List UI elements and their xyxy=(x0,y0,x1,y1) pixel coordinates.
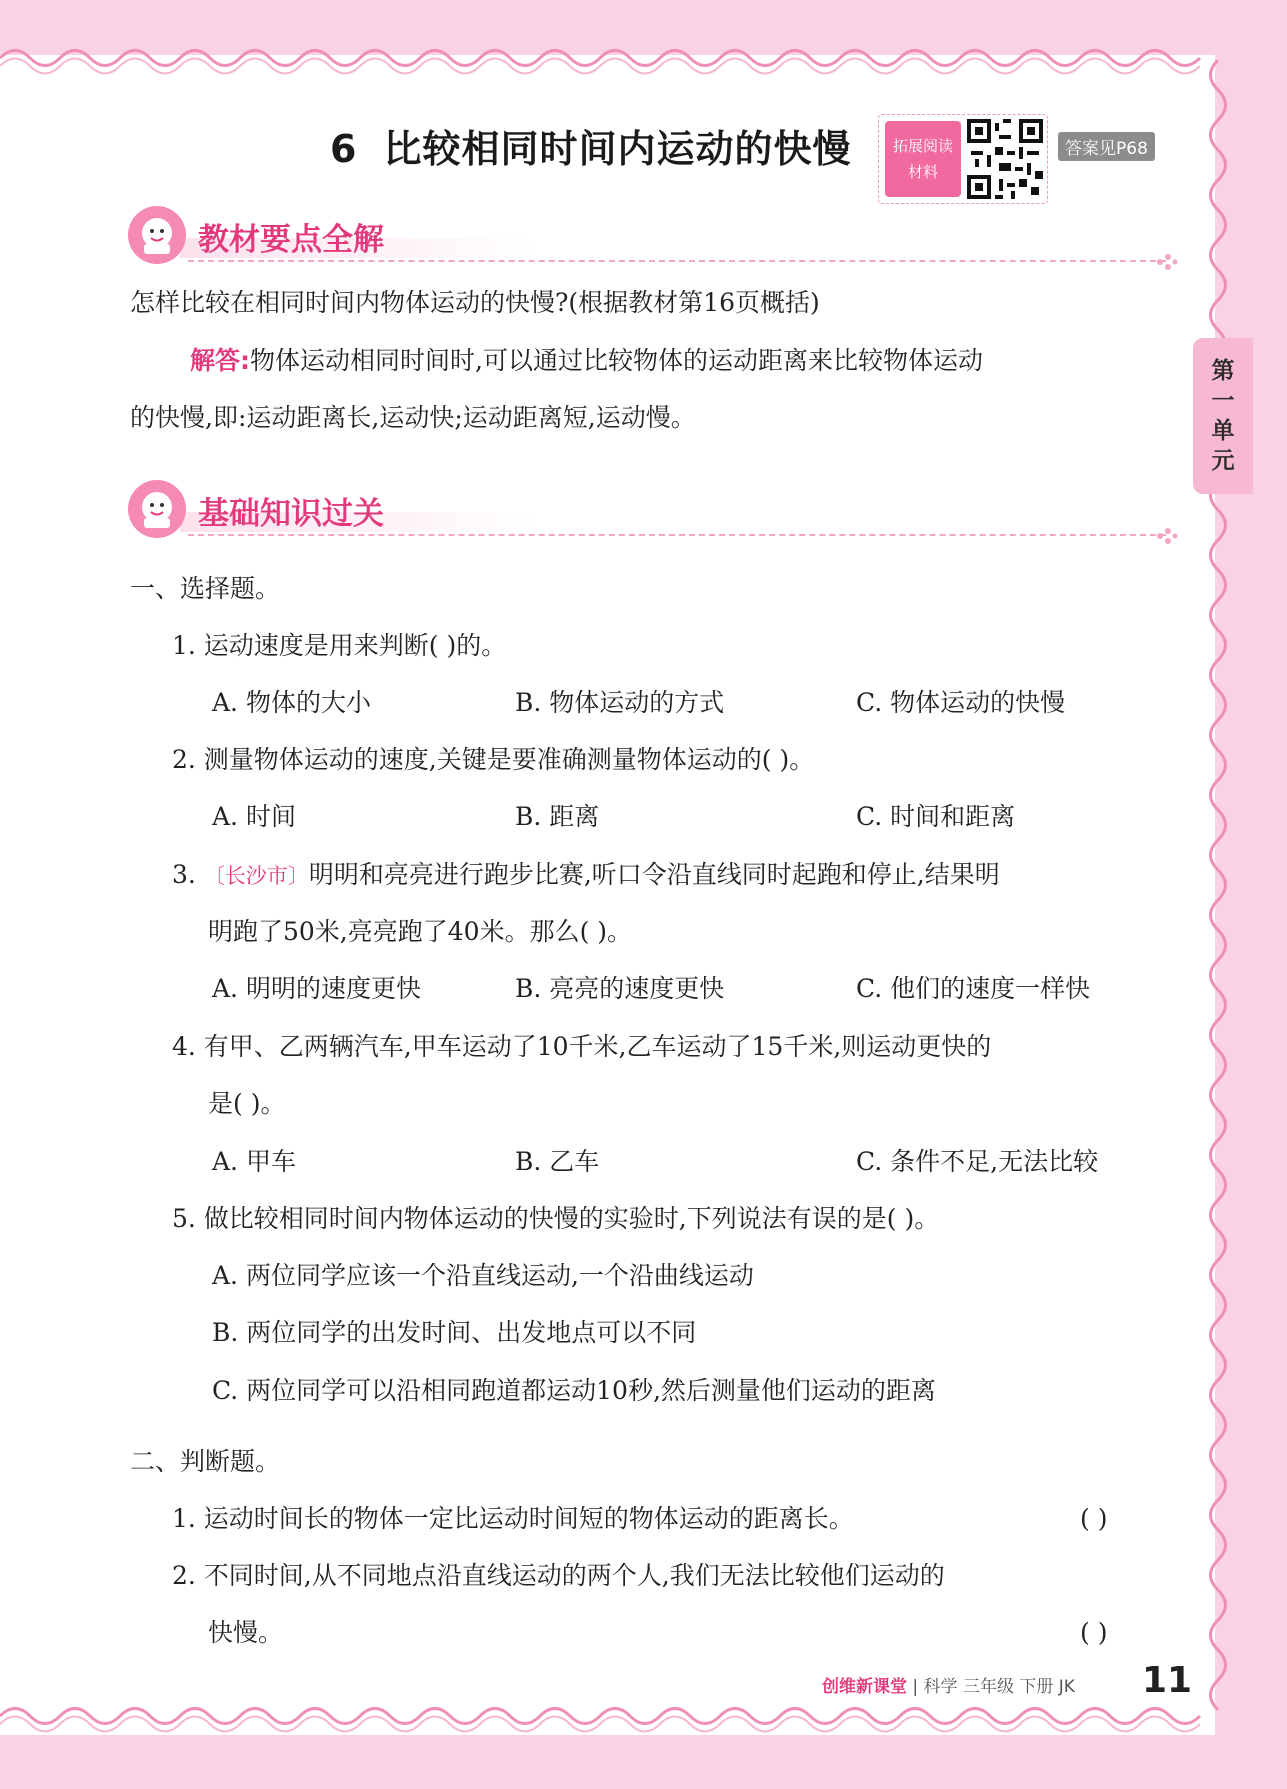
key-point-answer-line1 xyxy=(190,344,983,378)
top-wave-border xyxy=(0,38,1215,78)
page-number: 11 xyxy=(1142,1660,1193,1701)
decorative-dots-icon xyxy=(1154,252,1178,272)
choice-q2-option-b[interactable]: B. 距离 xyxy=(515,802,600,831)
choice-q1-option-a[interactable]: A. 物体的大小 xyxy=(212,688,371,717)
unit-side-tab-label: 第一单元 xyxy=(1211,358,1235,474)
decorative-dots-icon xyxy=(1154,526,1178,546)
choice-q4-option-c[interactable]: C. 条件不足,无法比较 xyxy=(856,1147,1099,1176)
choice-q4-option-a[interactable]: A. 甲车 xyxy=(212,1147,296,1176)
choice-q4-stem-line2: 是( )。 xyxy=(208,1089,286,1118)
judge-q2-stem-line2: 快慢。 xyxy=(208,1618,284,1647)
qr-label-line1: 拓展阅读 xyxy=(892,137,953,155)
judge-q2-stem-line1: 2. 不同时间,从不同地点沿直线运动的两个人,我们无法比较他们运动的 xyxy=(172,1561,945,1590)
choice-q3-option-a[interactable]: A. 明明的速度更快 xyxy=(212,974,421,1003)
key-point-answer-line2: 的快慢,即:运动距离长,运动快;运动距离短,运动慢。 xyxy=(130,403,696,432)
choice-q2-option-a[interactable]: A. 时间 xyxy=(212,802,296,831)
choice-q3-stem-line2: 明跑了50米,亮亮跑了40米。那么( )。 xyxy=(208,917,633,946)
answer-reference-badge: 答案见P68 xyxy=(1058,132,1155,161)
choice-q3-option-c[interactable]: C. 他们的速度一样快 xyxy=(856,974,1091,1003)
choice-q2-stem: 2. 测量物体运动的速度,关键是要准确测量物体运动的( )。 xyxy=(172,745,815,774)
choice-q4-option-b[interactable]: B. 乙车 xyxy=(515,1147,600,1176)
choice-q3-text: 明明和亮亮进行跑步比赛,听口令沿直线同时起跑和停止,结果明 xyxy=(308,860,1000,889)
choice-section-heading: 一、选择题。 xyxy=(130,574,281,603)
choice-q1-stem: 1. 运动速度是用来判断( )的。 xyxy=(172,631,507,660)
right-wave-border xyxy=(1198,60,1238,1720)
lesson-title-text: 比较相同时间内运动的快慢 xyxy=(383,127,852,171)
choice-q1-option-b[interactable]: B. 物体运动的方式 xyxy=(515,688,725,717)
heading-divider xyxy=(188,534,1166,536)
section-title-basic-knowledge: 基础知识过关 xyxy=(198,496,384,532)
extended-reading-qr[interactable] xyxy=(878,114,1048,204)
judge-q1-answer-blank[interactable]: ( ) xyxy=(1080,1504,1108,1533)
answer-label: 解答: xyxy=(190,346,250,375)
choice-q5-option-a[interactable]: A. 两位同学应该一个沿直线运动,一个沿曲线运动 xyxy=(212,1261,754,1290)
mascot-icon xyxy=(128,206,186,264)
qr-label-line2: 材料 xyxy=(907,163,938,181)
qr-code-icon[interactable] xyxy=(967,119,1043,199)
region-tag: 〔长沙市〕 xyxy=(203,864,309,888)
choice-q5-option-c[interactable]: C. 两位同学可以沿相同跑道都运动10秒,然后测量他们运动的距离 xyxy=(212,1376,936,1405)
section-title-key-points: 教材要点全解 xyxy=(198,222,384,258)
answer-text-line1: 物体运动相同时间时,可以通过比较物体的运动距离来比较物体运动 xyxy=(250,346,983,375)
section-heading-key-points xyxy=(128,206,1178,266)
footer-info: 科学 三年级 下册 JK xyxy=(923,1677,1075,1697)
page-footer xyxy=(822,1672,1075,1697)
extended-reading-label xyxy=(885,121,961,197)
lesson-number: 6 xyxy=(330,127,358,171)
footer-separator: | xyxy=(907,1677,924,1697)
key-point-question: 怎样比较在相同时间内物体运动的快慢?(根据教材第16页概括) xyxy=(130,288,820,317)
choice-q5-stem: 5. 做比较相同时间内物体运动的快慢的实验时,下列说法有误的是( )。 xyxy=(172,1204,940,1233)
judge-q1-stem: 1. 运动时间长的物体一定比运动时间短的物体运动的距离长。 xyxy=(172,1504,854,1533)
judge-q2-answer-blank[interactable]: ( ) xyxy=(1080,1618,1108,1647)
choice-q4-stem-line1: 4. 有甲、乙两辆汽车,甲车运动了10千米,乙车运动了15千米,则运动更快的 xyxy=(172,1032,992,1061)
judge-section-heading: 二、判断题。 xyxy=(130,1447,281,1476)
unit-side-tab[interactable] xyxy=(1193,338,1253,494)
choice-q5-option-b[interactable]: B. 两位同学的出发时间、出发地点可以不同 xyxy=(212,1318,697,1347)
heading-divider xyxy=(188,260,1166,262)
choice-q1-option-c[interactable]: C. 物体运动的快慢 xyxy=(856,688,1066,717)
footer-brand: 创维新课堂 xyxy=(822,1677,907,1697)
choice-q2-option-c[interactable]: C. 时间和距离 xyxy=(856,802,1016,831)
lesson-title xyxy=(330,118,851,173)
mascot-icon xyxy=(128,480,186,538)
choice-q3-number: 3. xyxy=(172,860,204,889)
bottom-wave-border xyxy=(0,1700,1215,1740)
choice-q3-option-b[interactable]: B. 亮亮的速度更快 xyxy=(515,974,725,1003)
section-heading-basic-knowledge xyxy=(128,480,1178,540)
choice-q3-stem-line1 xyxy=(172,858,1000,893)
